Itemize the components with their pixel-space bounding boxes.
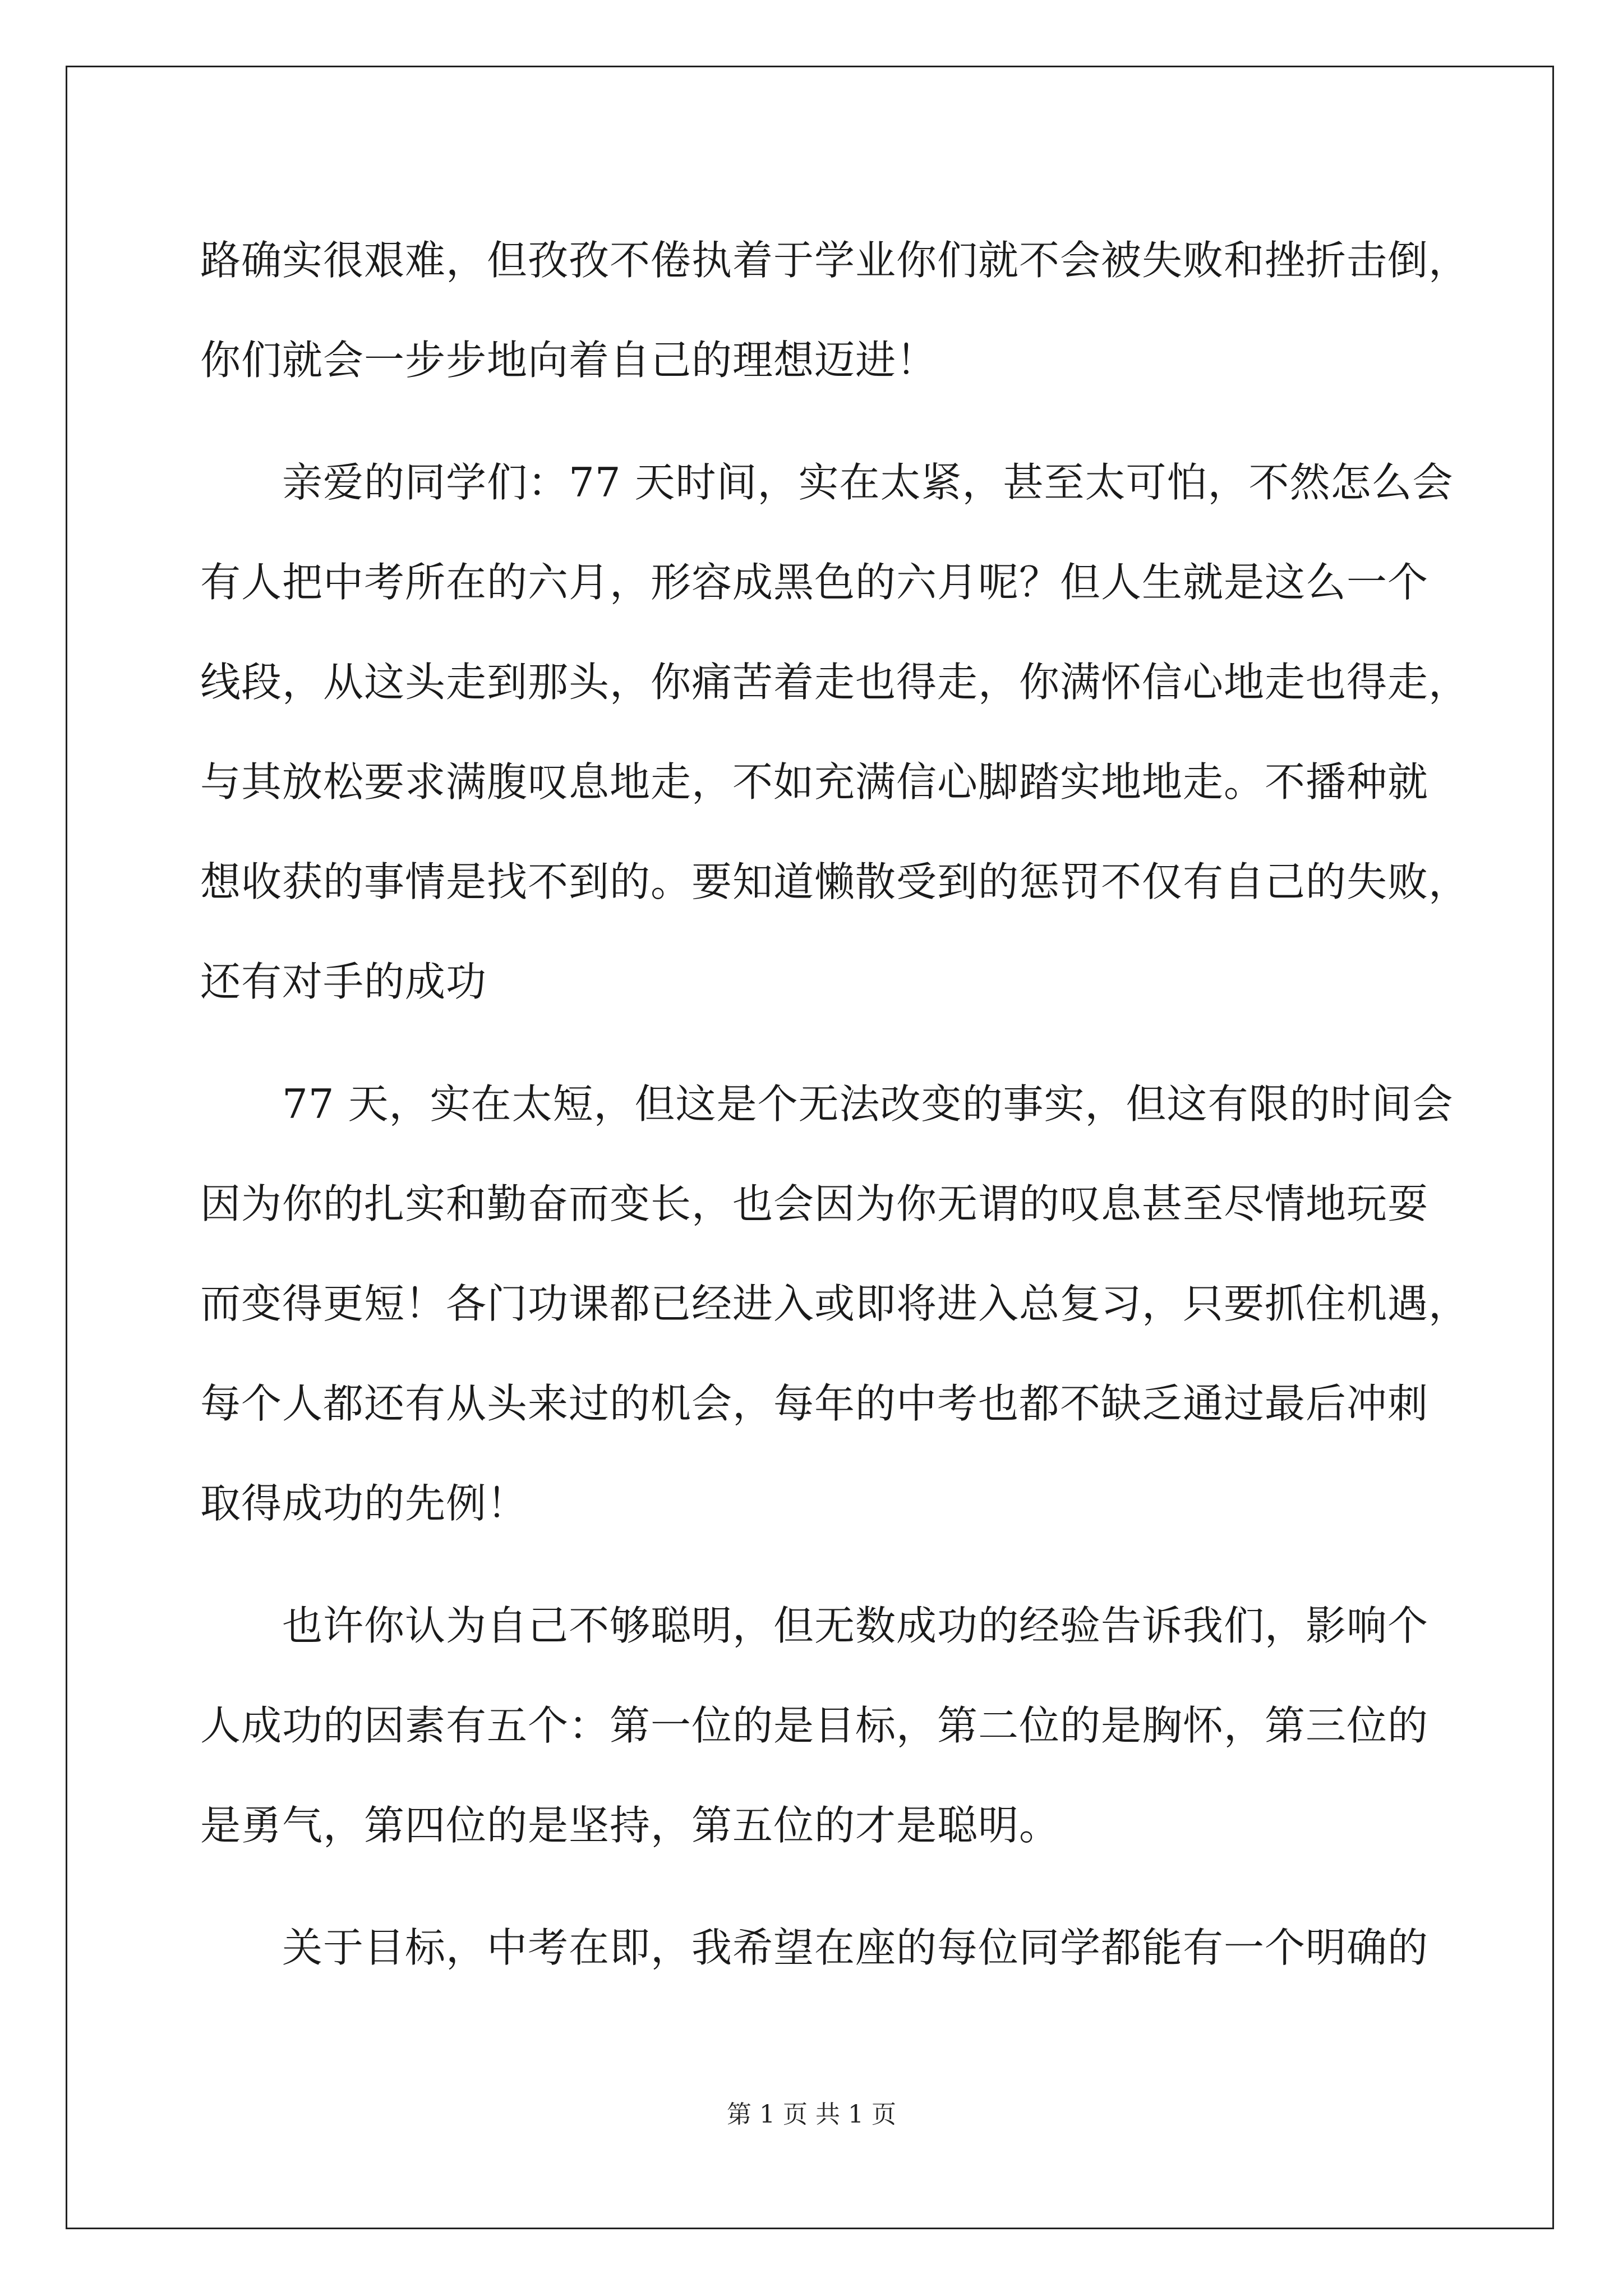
- text-line: 关于目标，中考在即，我希望在座的每位同学都能有一个明确的: [282, 1924, 1429, 1971]
- text-line: 亲爱的同学们：77 天时间，实在太紧，甚至太可怕，不然怎么会: [282, 459, 1454, 506]
- document-body: [200, 210, 1470, 1998]
- text-line: 人成功的因素有五个：第一位的是目标，第二位的是胸怀，第三位的: [200, 1702, 1429, 1749]
- text-line: 77 天，实在太短，但这是个无法改变的事实，但这有限的时间会: [282, 1080, 1454, 1128]
- text-line: 因为你的扎实和勤奋而变长，也会因为你无谓的叹息甚至尽情地玩耍: [200, 1180, 1429, 1227]
- paragraph: [200, 1898, 1429, 1998]
- paragraph: [200, 210, 1470, 410]
- page-footer: 第 1 页 共 1 页: [727, 2100, 896, 2129]
- paragraph: [200, 1054, 1470, 1553]
- paragraph: [200, 432, 1470, 1032]
- text-line: 路确实很艰难，但孜孜不倦执着于学业你们就不会被失败和挫折击倒，: [200, 237, 1470, 284]
- text-line: 与其放松要求满腹叹息地走，不如充满信心脚踏实地地走。不播种就: [200, 758, 1429, 806]
- text-line: 取得成功的先例！: [200, 1480, 528, 1527]
- text-line: 而变得更短！各门功课都已经进入或即将进入总复习，只要抓住机遇，: [200, 1280, 1470, 1327]
- text-line: 有人把中考所在的六月，形容成黑色的六月呢？但人生就是这么一个: [200, 559, 1429, 606]
- text-line: 是勇气，第四位的是坚持，第五位的才是聪明。: [200, 1802, 1061, 1849]
- text-line: 每个人都还有从头来过的机会，每年的中考也都不缺乏通过最后冲刺: [200, 1380, 1429, 1427]
- text-line: 你们就会一步步地向着自己的理想迈进！: [200, 337, 938, 384]
- text-line: 也许你认为自己不够聪明，但无数成功的经验告诉我们，影响个: [282, 1602, 1429, 1649]
- text-line: 线段，从这头走到那头，你痛苦着走也得走，你满怀信心地走也得走，: [200, 659, 1470, 706]
- text-line: 想收获的事情是找不到的。要知道懒散受到的惩罚不仅有自己的失败，: [200, 858, 1470, 905]
- paragraph: [200, 1576, 1429, 1875]
- text-line: 还有对手的成功: [200, 958, 487, 1005]
